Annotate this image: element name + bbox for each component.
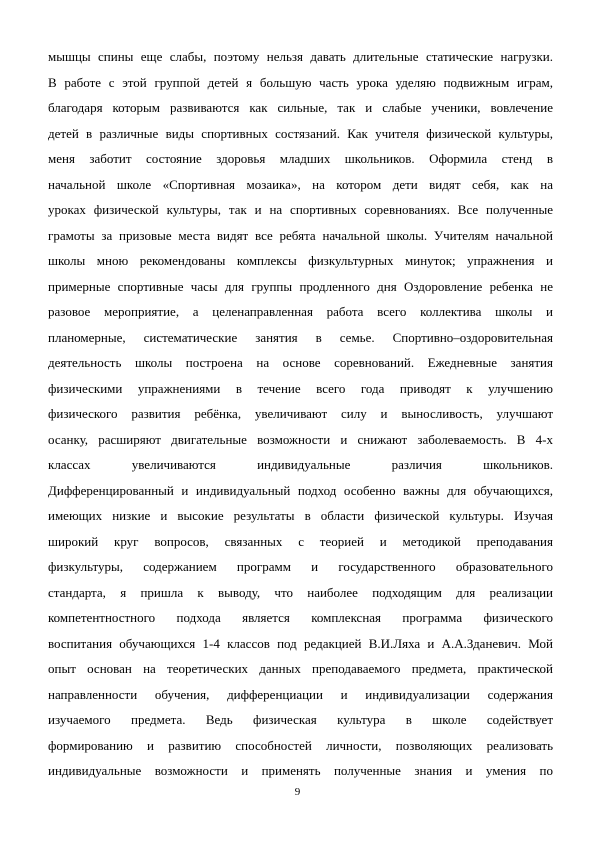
- text-line: мышцы спины еще слабы, поэтому нельзя давать длительные статические нагрузки.: [48, 49, 553, 64]
- text-line: физического развития ребёнка, увеличивают силу и выносливость, улучшают: [48, 406, 553, 421]
- text-line: классах увеличиваются индивидуальные различия школьников.: [48, 457, 553, 472]
- text-line: формированию и развитию способностей личности, позволяющих реализовать: [48, 737, 553, 753]
- text-line: благодаря которым развиваются как сильные, так и слабые ученики, вовлечение: [48, 100, 553, 115]
- text-line: планомерные, систематические занятия в семье. Спортивно–оздоровительная: [48, 329, 553, 345]
- body-text: [48, 44, 553, 784]
- text-line: физическими упражнениями в течение всего года приводят к улучшению: [48, 380, 553, 396]
- text-line: направленности обучения, дифференциации и индивидуализации содержания: [48, 686, 553, 702]
- text-line: компетентностного подхода является комплексная программа физического: [48, 610, 553, 625]
- text-line: имеющих низкие и высокие результаты в области физической культуры. Изучая: [48, 508, 553, 523]
- text-line: меня заботит состояние здоровья младших школьников. Оформила стенд в: [48, 151, 553, 166]
- text-line: грамоты за призовые места видят все ребята начальной школы. Учителям начальной: [48, 227, 553, 243]
- text-line: Дифференцированный и индивидуальный подход особенно важны для обучающихся,: [48, 482, 553, 498]
- text-line: физкультуры, содержанием программ и государственного образовательного: [48, 559, 553, 574]
- text-line: В работе с этой группой детей я большую часть урока уделяю подвижным играм,: [48, 74, 553, 90]
- text-line: воспитания обучающихся 1-4 классов под редакцией В.И.Ляха и А.А.Зданевич. Мой: [48, 635, 553, 651]
- text-line: изучаемого предмета. Ведь физическая культура в школе содействует: [48, 712, 553, 727]
- text-line: детей в различные виды спортивных состязаний. Как учителя физической культуры,: [48, 125, 553, 141]
- text-line: опыт основан на теоретических данных преподаваемого предмета, практической: [48, 661, 553, 676]
- text-line: осанку, расширяют двигательные возможности и снижают заболеваемость. В 4-х: [48, 431, 553, 447]
- text-line: широкий круг вопросов, связанных с теорией и методикой преподавания: [48, 533, 553, 549]
- text-line: школы мною рекомендованы комплексы физкультурных минуток; упражнения и: [48, 253, 553, 268]
- page-number: 9: [294, 786, 301, 798]
- text-line: деятельность школы построена на основе соревнований. Ежедневные занятия: [48, 355, 553, 370]
- text-line: уроках физической культуры, так и на спортивных соревнованиях. Все полученные: [48, 202, 553, 217]
- text-line: примерные спортивные часы для группы продленного дня Оздоровление ребенка не: [48, 278, 553, 294]
- text-line: индивидуальные возможности и применять полученные знания и умения по: [48, 763, 553, 778]
- text-line: начальной школе «Спортивная мозаика», на котором дети видят себя, как на: [48, 176, 553, 192]
- text-line: разовое мероприятие, а целенаправленная работа всего коллектива школы и: [48, 304, 553, 319]
- text-line: стандарта, я пришла к выводу, что наиболее подходящим для реализации: [48, 584, 553, 600]
